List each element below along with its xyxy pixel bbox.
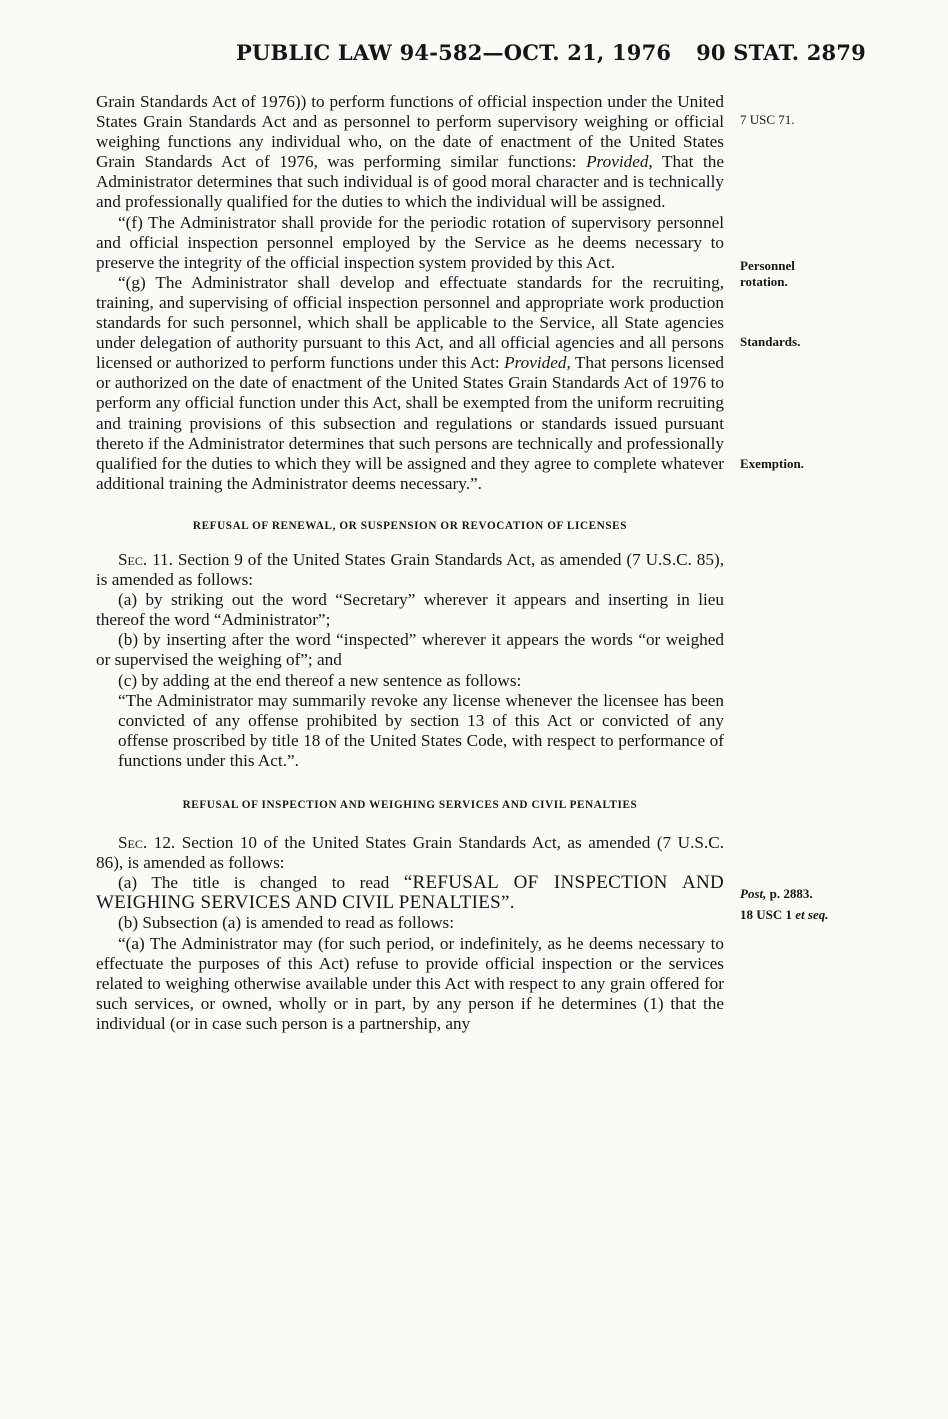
section-11-a: (a) by striking out the word “Secretary” wherever it appears and inserting in lieu thereof the word “Administrator”;: [96, 590, 724, 630]
section-11-c: (c) by adding at the end thereof a new sentence as follows:: [118, 670, 522, 690]
paragraph-continuation: Grain Standards Act of 1976)) to perform functions of official inspection under the United States Grain Standards Act and as personnel to perform supervisory weighing or official weighing functions any individual who, on the date of enactment of the United States Grain Standards Act of 1976, was performing similar functions: Provided, That the Administrator determines that such individual is of good moral character and is technically and professionally qualified for the duties to which the individual will be assigned.: [96, 92, 724, 212]
margin-note-post: Post, p. 2883.: [740, 886, 813, 901]
margin-note-usc18: 18 USC 1 et seq.: [740, 907, 829, 922]
section-heading-licenses: REFUSAL OF RENEWAL, OR SUSPENSION OR REVOCATION OF LICENSES: [192, 519, 628, 532]
section-12-b: (b) Subsection (a) is amended to read as follows:: [118, 913, 455, 933]
section-12-quote: “(a) The Administrator may (for such period, or indefinitely, as he deems necessary to effectuate the purposes of this Act) refuse to provide official inspection or the services related to weighing otherwise available under this Act with respect to any grain offered for such services, or owned, wholly or in part, by any person if he determines (1) that the individual (or in case such person is a partnership, any: [96, 933, 724, 1033]
section-11: Sec. 11. Section 9 of the United States Grain Standards Act, as amended (7 U.S.C. 85), is amended as follows:: [96, 549, 724, 590]
section-12: Sec. 12. Section 10 of the United States Grain Standards Act, as amended (7 U.S.C. 86), is amended as follows:: [96, 833, 724, 873]
section-11-quote: “The Administrator may summarily revoke any license whenever the licensee has been convicted of any offense prohibited by section 13 of this Act or convicted of any offense proscribed by title 18 of the United States Code, with respect to performance of functions under this Act.”.: [118, 690, 724, 770]
margin-note-standards: Standards.: [740, 334, 801, 349]
margin-note-exemption: Exemption.: [740, 456, 804, 471]
section-heading-penalties: REFUSAL OF INSPECTION AND WEIGHING SERVICES AND CIVIL PENALTIES: [182, 799, 638, 811]
section-12-a: (a) The title is changed to read “REFUSAL OF INSPECTION AND WEIGHING SERVICES AND CIVIL PENALTIES”.: [96, 872, 725, 914]
paragraph-f: “(f) The Administrator shall provide for the periodic rotation of supervisory personnel and official inspection personnel employed by the Service as he deems necessary to preserve the integrity of the official inspection system provided by this Act.: [96, 212, 724, 272]
margin-note-usc71: 7 USC 71.: [740, 112, 795, 127]
header-citation: PUBLIC LAW 94-582—OCT. 21, 1976: [236, 40, 672, 65]
header-stat-page: 90 STAT. 2879: [696, 40, 866, 65]
page-header: [230, 40, 866, 70]
body-text: [96, 92, 724, 1034]
paragraph-g: “(g) The Administrator shall develop and effectuate standards for the recruiting, training, and supervising of official inspection personnel and appropriate work production standards for such personnel, which shall be applicable to the Service, all State agencies under delegation of authority pursuant to this Act, and all official agencies and all persons licensed or authorized to perform functions under this Act: Provided, That persons licensed or authorized on the date of enactment of the United States Grain Standards Act of 1976 to perform any official function under this Act, shall be exempted from the uniform recruiting and training provisions of this subsection and regulations or standards issued pursuant thereto if the Administrator determines that such persons are technically and professionally qualified for the duties to which they will be assigned and they agree to complete whatever additional training the Administrator deems necessary.”.: [96, 272, 724, 493]
margin-note-personnel-rotation: Personnel rotation.: [740, 258, 795, 289]
section-11-b: (b) by inserting after the word “inspected” wherever it appears the words “or weighed or supervised the weighing of”; and: [96, 630, 724, 670]
